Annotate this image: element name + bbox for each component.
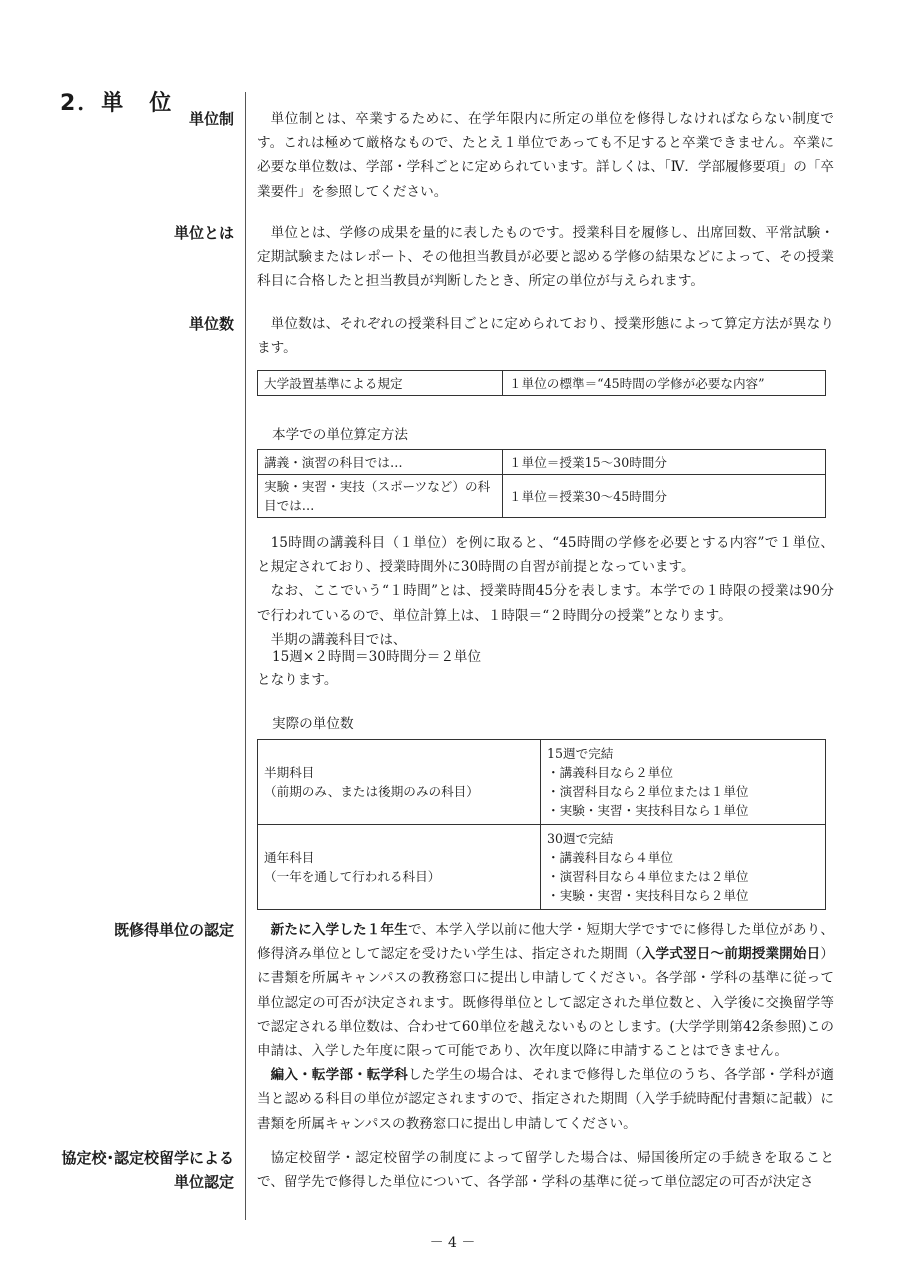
paragraph-tan-i-sei xyxy=(257,107,834,204)
label-kishutoku: 既修得単位の認定 xyxy=(113,921,234,939)
table-cell: １単位の標準＝“45時間の学修が必要な内容” xyxy=(503,371,826,396)
table-cell xyxy=(541,740,826,825)
label-tan-i-su: 単位数 xyxy=(188,315,234,333)
formula: 15週×２時間＝30時間分＝２単位 xyxy=(272,649,482,665)
cell-line: 半期科目 xyxy=(264,765,315,780)
cell-line: ・講義科目なら２単位 xyxy=(547,765,673,780)
emphasis-new-students: 新たに入学した１年生 xyxy=(270,922,409,938)
paragraph-kishutoku xyxy=(257,918,834,1136)
cell-line: （前期のみ、または後期のみの科目） xyxy=(264,784,479,799)
paragraph-kyotei xyxy=(257,1146,834,1194)
margin-divider-line xyxy=(245,92,246,1220)
explain-3: 半期の講義科目では、 xyxy=(270,631,407,648)
table-cell: 大学設置基準による規定 xyxy=(258,371,503,396)
paragraph-tan-i-towa xyxy=(257,221,834,294)
cell-line: ・実験・実習・実技科目なら１単位 xyxy=(547,803,749,818)
kishutoku-p2 xyxy=(257,1063,834,1136)
table-row xyxy=(258,371,826,396)
paragraph-tan-i-su-text: 単位数は、それぞれの授業科目ごとに定められており、授業形態によって算定方法が異なります。 xyxy=(257,316,834,357)
table-cell: 講義・演習の科目では… xyxy=(258,450,503,475)
table-row xyxy=(258,475,826,518)
table-cell xyxy=(258,740,541,825)
emphasis-period: 入学式翌日～前期授業開始日 xyxy=(641,946,821,963)
cell-line: ・実験・実習・実技科目なら２単位 xyxy=(547,888,749,903)
label-kyotei-1: 協定校･認定校留学による xyxy=(61,1149,234,1167)
kishutoku-p1-b: ）に書類を所属キャンパスの教務窓口に提出し申請してください。各学部・学科の基準に従って単位認定の可否が決定されます。既修得単位として認定された単位数と、入学後に交換留学等で認定される単位数は、合わせて60単位を越えないものとします。(大学学則第42条参照)この申請は、入学した年度に限って可能であり、次年度以降に申請することはできません。 xyxy=(257,946,834,1060)
page-number: － 4 － xyxy=(429,1235,476,1251)
kishutoku-p1-a: で、本学入学以前に他大学・短期大学ですでに修得した単位があり、修得済み単位として認定を受けたい学生は、指定された期間（ xyxy=(257,922,834,963)
cell-line: ・演習科目なら２単位または１単位 xyxy=(547,784,749,799)
label-tan-i-towa: 単位とは xyxy=(173,224,234,242)
explain-2: なお、ここでいう“１時間”とは、授業時間45分を表します。本学での１時限の授業は90分で行われているので、単位計算上は、１時限＝“２時間分の授業”となります。 xyxy=(257,583,834,624)
formula-end: となります。 xyxy=(257,672,338,688)
table-row xyxy=(258,740,826,825)
emphasis-transfer: 編入・転学部・転学科 xyxy=(270,1067,409,1084)
table-cell xyxy=(258,825,541,910)
paragraph-tan-i-su xyxy=(257,312,834,360)
table-cell: １単位＝授業30～45時間分 xyxy=(503,475,826,518)
cell-line: （一年を通して行われる科目） xyxy=(264,869,441,884)
cell-line: ・講義科目なら４単位 xyxy=(547,850,673,865)
table-cell: １単位＝授業15～30時間分 xyxy=(503,450,826,475)
paragraph-tan-i-towa-text: 単位とは、学修の成果を量的に表したものです。授業科目を履修し、出席回数、平常試験・定期試験またはレポート、その他担当教員が必要と認める学修の結果などによって、その授業科目に合格したと担当教員が判断したとき、所定の単位が与えられます。 xyxy=(257,225,834,290)
kishutoku-p2-a: した学生の場合は、それまで修得した単位のうち、各学部・学科が適当と認める科目の単位が認定されますので、指定された期間（入学手続時配付書類に記載）に書類を所属キャンパスの教務窓口に提出し申請してください。 xyxy=(257,1067,834,1132)
explain-1: 15時間の講義科目（１単位）を例に取ると、“45時間の学修を必要とする内容”で１単位、と規定されており、授業時間外に30時間の自習が前提となっています。 xyxy=(257,535,834,576)
actual-table xyxy=(257,739,826,910)
actual-caption: 実際の単位数 xyxy=(272,716,354,732)
section-title: 2．単 位 xyxy=(60,91,174,116)
cell-line: 30週で完結 xyxy=(547,831,614,846)
paragraph-tan-i-sei-text: 単位制とは、卒業するために、在学年限内に所定の単位を修得しなければならない制度です。これは極めて厳格なもので、たとえ１単位であっても不足すると卒業できません。卒業に必要な単位数は、学部・学科ごとに定められています。詳しくは、「Ⅳ．学部履修要項」の「卒業要件」を参照してください。 xyxy=(257,111,834,200)
calc-table xyxy=(257,449,826,518)
label-kyotei-2: 単位認定 xyxy=(173,1173,234,1191)
paragraph-explain xyxy=(257,531,834,652)
cell-line: ・演習科目なら４単位または２単位 xyxy=(547,869,749,884)
paragraph-kyotei-text: 協定校留学・認定校留学の制度によって留学した場合は、帰国後所定の手続きを取ることで、留学先で修得した単位について、各学部・学科の基準に従って単位認定の可否が決定さ xyxy=(257,1150,834,1191)
table-cell: 実験・実習・実技（スポーツなど）の科目では… xyxy=(258,475,503,518)
label-tan-i-sei: 単位制 xyxy=(188,110,234,128)
table-row xyxy=(258,450,826,475)
cell-line: 通年科目 xyxy=(264,850,315,865)
calc-caption: 本学での単位算定方法 xyxy=(272,427,408,443)
kishutoku-p1 xyxy=(257,918,834,1063)
standard-table xyxy=(257,370,826,396)
cell-line: 15週で完結 xyxy=(547,746,614,761)
table-cell xyxy=(541,825,826,910)
table-row xyxy=(258,825,826,910)
